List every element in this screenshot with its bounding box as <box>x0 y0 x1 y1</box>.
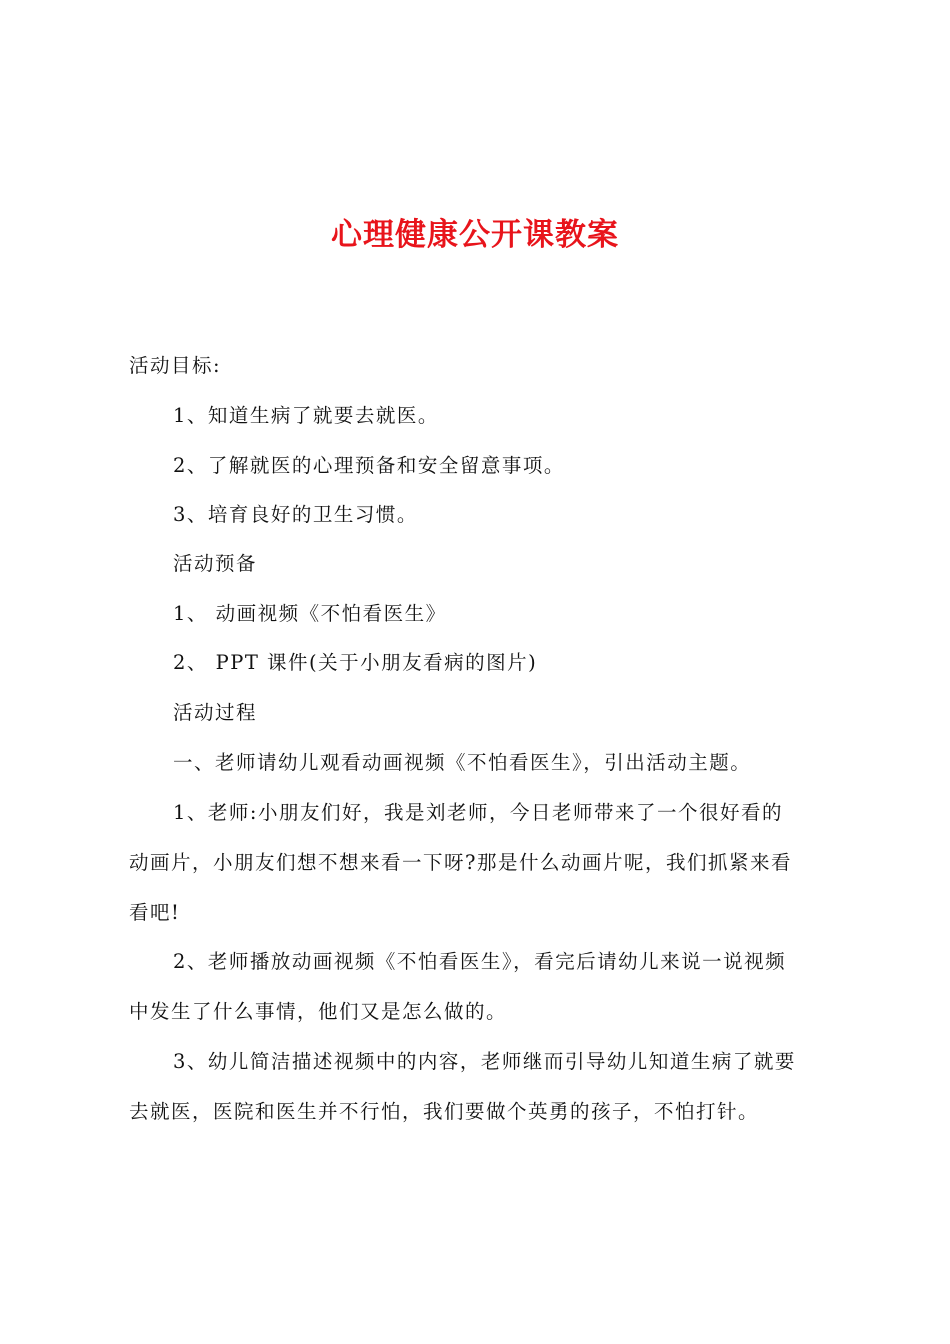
paragraph-line: 1、老师:小朋友们好，我是刘老师，今日老师带来了一个很好看的 <box>173 801 783 824</box>
document-title: 心理健康公开课教案 <box>331 217 619 253</box>
paragraph-line: 2、老师播放动画视频《不怕看医生》，看完后请幼儿来说一说视频 <box>173 950 787 973</box>
preparation-item-1: 1、 动画视频《不怕看医生》 <box>173 602 447 625</box>
goal-item-3: 3、培育良好的卫生习惯。 <box>173 503 418 526</box>
section-heading-process: 活动过程 <box>173 701 258 724</box>
paragraph-line: 中发生了什么事情，他们又是怎么做的。 <box>129 1000 508 1023</box>
section-heading-goals: 活动目标: <box>129 354 222 377</box>
goal-item-1: 1、知道生病了就要去就医。 <box>173 404 439 427</box>
process-step-1: 一、老师请幼儿观看动画视频《不怕看医生》，引出活动主题。 <box>173 751 752 774</box>
paragraph-line: 看吧! <box>129 901 181 924</box>
goal-item-2: 2、了解就医的心理预备和安全留意事项。 <box>173 454 565 477</box>
paragraph-line: 动画片，小朋友们想不想来看一下呀?那是什么动画片呢，我们抓紧来看 <box>129 851 792 874</box>
section-heading-preparation: 活动预备 <box>173 552 258 575</box>
paragraph-line: 3、幼儿简洁描述视频中的内容，老师继而引导幼儿知道生病了就要 <box>173 1050 796 1073</box>
paragraph-line: 去就医，医院和医生并不行怕，我们要做个英勇的孩子，不怕打针。 <box>129 1100 760 1123</box>
preparation-item-2: 2、 PPT 课件(关于小朋友看病的图片) <box>173 651 538 674</box>
